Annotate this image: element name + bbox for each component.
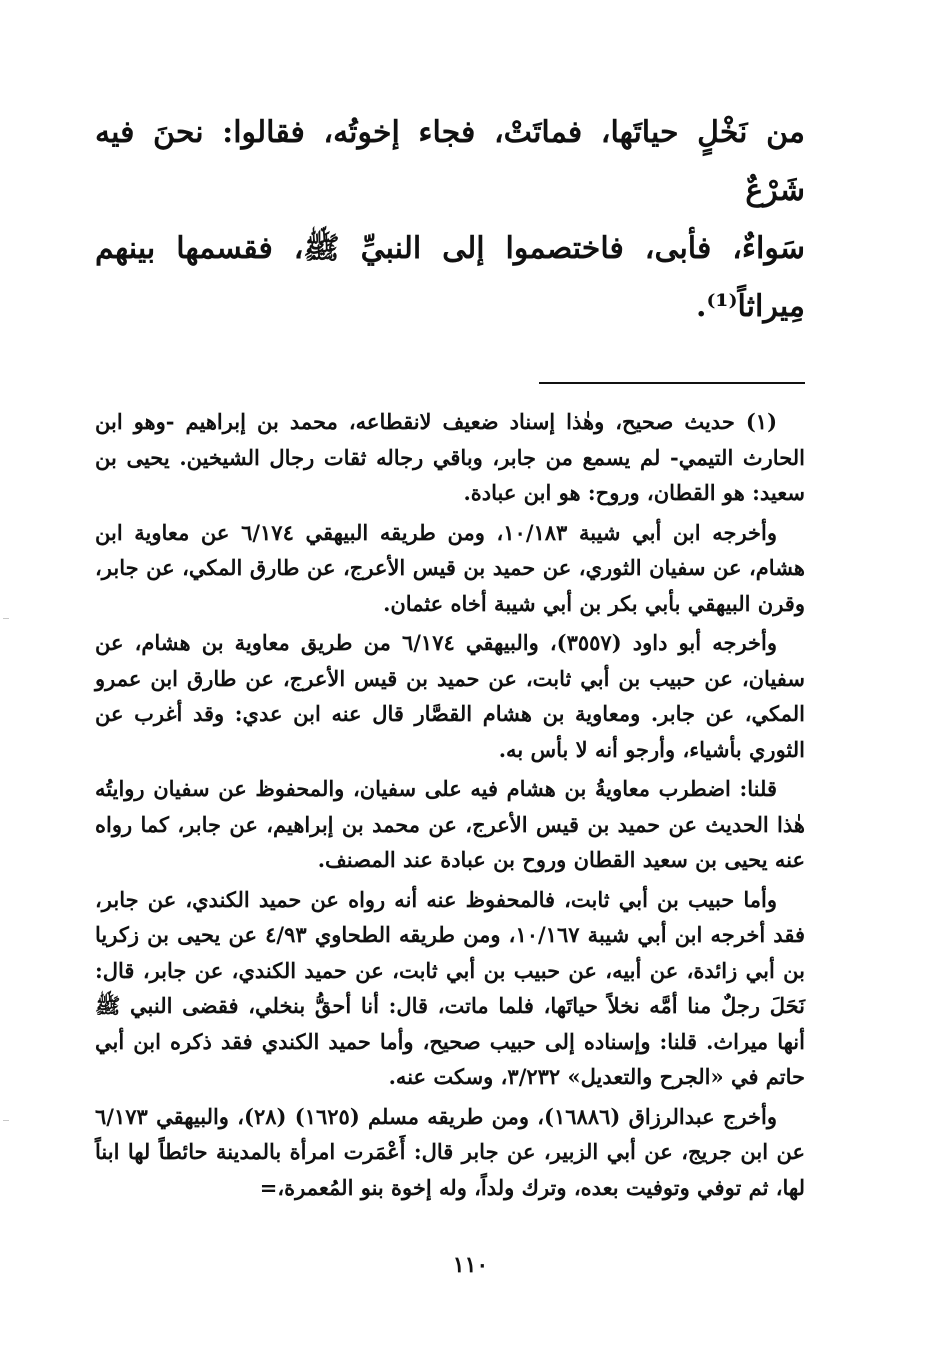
footnotes: [95, 404, 805, 1205]
footnote-paragraph: وأما حبيب بن أبي ثابت، فالمحفوظ عنه أنه رواه عن حميد الكندي، عن جابر، فقد أخرجه ابن أبي شيبة ١٠/١٦٧، ومن طريقه الطحاوي ٤/٩٣ عن يحيى بن زكريا بن أبي زائدة، عن أبيه، عن حبيب بن أبي ثابت، عن حميد الكندي، عن جابر، قال: نَحَلَ رجلٌ منا أمَّه نخلاً حياتَها، فلما ماتت، قال: أنا أحقُّ بنخلي، فقضى النبي ﷺ أنها ميراث. قلنا: وإسناده إلى حبيب صحيح، وأما حميد الكندي فقد ذكره ابن أبي حاتم في «الجرح والتعديل» ٣/٢٣٢، وسكت عنه.: [95, 886, 805, 1089]
footnote-separator: [539, 382, 805, 384]
footnote-paragraph: وأخرجه أبو داود (٣٥٥٧)، والبيهقي ٦/١٧٤ من طريق معاوية بن هشام، عن سفيان، عن حبيب بن أبي ثابت، عن حميد بن قيس الأعرج، عن طارق ابن عمرو المكي، عن جابر. ومعاوية بن هشام القصَّار قال عنه ابن عدي: وقد أغرب عن الثوري بأشياء، وأرجو أنه لا بأس به.: [95, 630, 805, 762]
page-number: ١١٠: [452, 1252, 489, 1278]
footnote-paragraph: قلنا: اضطرب معاويةُ بن هشام فيه على سفيان، والمحفوظ عن سفيان روايتُه هٰذا الحديث عن حميد بن قيس الأعرج، عن محمد بن إبراهيم، عن جابر، كما رواه عنه يحيى بن سعيد القطان وروح بن عبادة عند المصنف.: [95, 776, 805, 872]
footnote-paragraph: وأخرجه ابن أبي شيبة ١٠/١٨٣، ومن طريقه البيهقي ٦/١٧٤ عن معاوية ابن هشام، عن سفيان الثوري، عن حميد بن قيس الأعرج، عن طارق المكي، عن جابر، وقرن البيهقي بأبي بكر بن أبي شيبة أخاه عثمان.: [95, 519, 805, 616]
page-body: [95, 104, 805, 1209]
footnote-paragraph: (١) حديث صحيح، وهٰذا إسناد ضعيف لانقطاعه، محمد بن إبراهيم -وهو ابن الحارث التيمي- لم يسمع من جابر، وباقي رجاله ثقات رجال الشيخين. يحيى بن سعيد: هو القطان، وروح: هو ابن عبادة.: [95, 409, 805, 505]
main-text: [95, 104, 805, 336]
scan-edge-mark: [3, 618, 9, 619]
scan-edge-mark: [3, 1120, 9, 1121]
footnote-paragraph: وأخرج عبدالرزاق (١٦٨٨٦)، ومن طريقه مسلم (١٦٢٥) (٢٨)، والبيهقي ٦/١٧٣ عن ابن جريج، عن أبي الزبير، عن جابر قال: أَعْمَرت امرأة بالمدينة حائطاً لها ابناً لها، ثم توفي وتوفيت بعده، وترك ولداً، وله إخوة بنو المُعمرة،=: [95, 1103, 805, 1200]
main-text-line: سَواءٌ، فأبى، فاختصموا إلى النبيِّ ﷺ، فقسمها بينهم مِيراثاً⁽¹⁾.: [95, 231, 805, 324]
main-text-line: من نَخْلٍ حياتَها، فماتَتْ، فجاء إخوتُه، فقالوا: نحنَ فيه شَرْعٌ: [95, 115, 805, 208]
